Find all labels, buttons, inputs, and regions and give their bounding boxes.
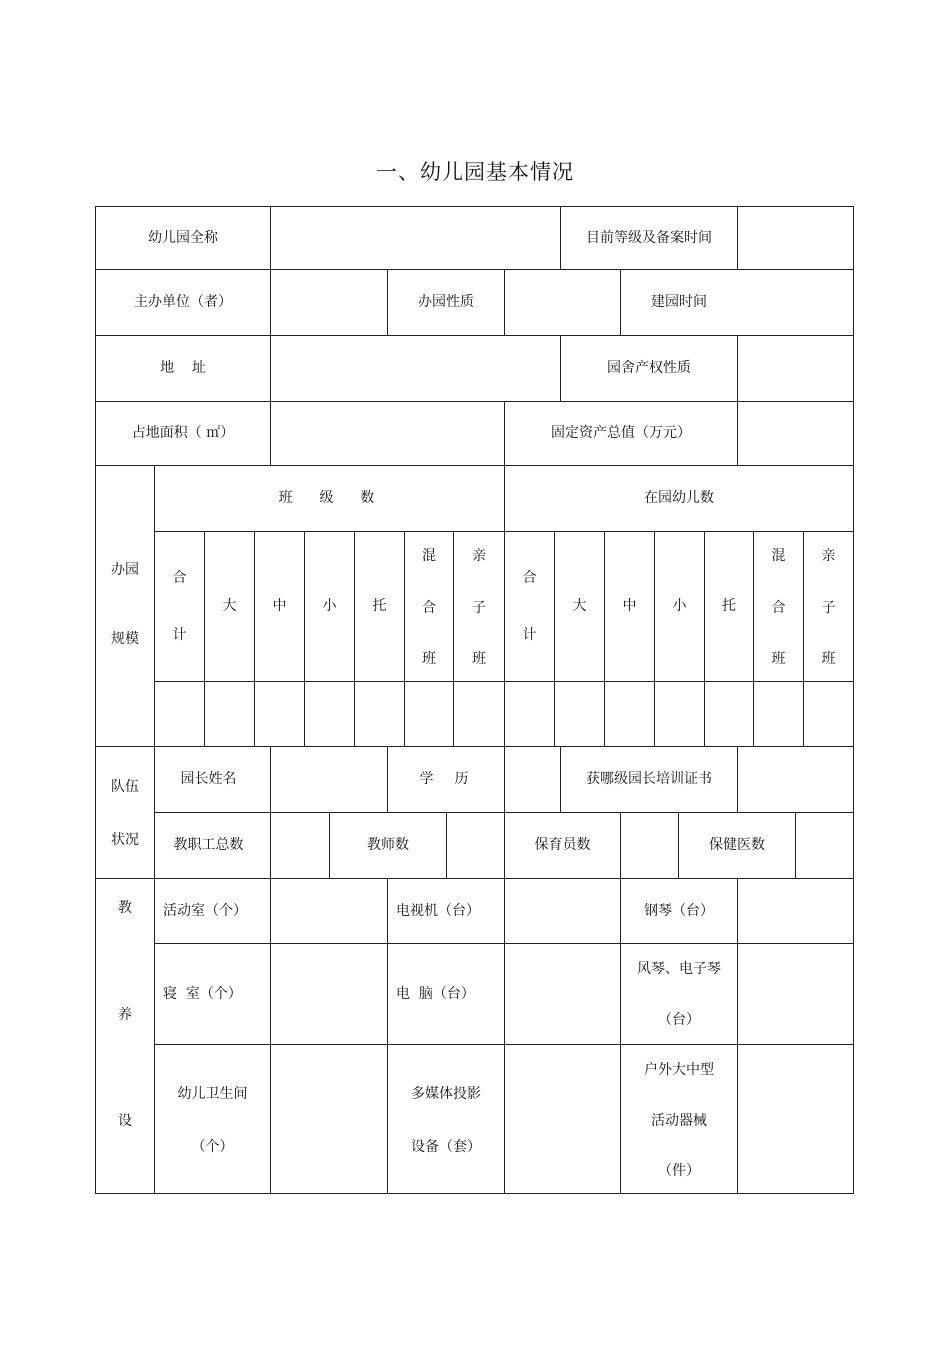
col-child-big: 大 [572,598,587,615]
label-facilities-line2: 养 [118,1006,132,1023]
label-facilities [96,900,154,1130]
col-child-mixed-2: 合 [771,599,786,616]
rule [504,269,505,336]
label-facilities-line3: 设 [118,1113,132,1130]
rule [795,812,796,879]
label-nature: 办园性质 [418,294,474,311]
label-toilet-line1: 幼儿卫生间 [177,1086,248,1102]
rule [446,812,447,879]
rule [737,206,738,270]
col-child-small: 小 [672,598,687,615]
col-child-total-2: 计 [522,627,537,644]
label-classes-text: 班 级 数 [278,490,381,507]
col-class-parent-2: 子 [472,599,486,616]
col-class-total [155,570,204,644]
label-organ-line2: （台） [658,1012,700,1029]
col-class-nursery: 托 [372,598,387,615]
col-child-total-1: 合 [522,570,537,586]
label-computer [388,944,504,1044]
label-caregivers: 保育员数 [534,837,591,854]
col-class-mid: 中 [272,598,287,615]
label-scale [96,562,154,648]
col-child-mixed [754,548,803,668]
label-team [96,779,154,849]
rule [95,1193,854,1194]
col-class-mixed-3: 班 [422,651,436,668]
label-assets: 固定资产总值（万元） [551,425,691,442]
rule [270,746,271,813]
label-scale-line1: 办园 [111,562,139,578]
label-toilet [155,1086,270,1156]
label-education [388,747,504,812]
rule [737,746,738,813]
col-class-mixed-2: 合 [422,599,436,616]
col-class-parent-3: 班 [472,651,486,668]
label-founded: 建园时间 [651,294,707,311]
label-bedroom [155,944,270,1044]
label-outdoor-line2: 活动器械 [651,1112,707,1129]
rule [737,878,738,1194]
label-certificate: 获哪级园长培训证书 [586,771,712,788]
label-full-name: 幼儿园全称 [148,229,218,246]
col-class-mixed [405,548,453,668]
label-facilities-line1: 教 [118,900,132,916]
col-child-parent-2: 子 [821,599,836,616]
label-classes [155,466,504,531]
label-teachers: 教师数 [367,837,409,854]
col-child-parent-1: 亲 [821,548,836,564]
label-team-line1: 队伍 [111,779,139,795]
label-staff-total: 教职工总数 [173,837,244,854]
rule [270,878,271,1194]
label-piano: 钢琴（台） [644,902,714,919]
label-tv: 电视机（台） [396,902,480,919]
label-outdoor [621,1062,737,1180]
label-property: 园舍产权性质 [607,360,691,377]
col-child-nursery: 托 [722,598,736,615]
col-class-big: 大 [222,598,237,615]
col-child-parent [804,548,853,668]
label-organ-line1: 风琴、电子琴 [637,961,721,977]
label-toilet-line2: （个） [191,1139,234,1156]
label-health-doctors: 保健医数 [709,837,765,854]
rule [620,812,621,879]
col-child-parent-3: 班 [821,651,836,668]
col-child-total [505,570,554,644]
rule [737,401,738,466]
col-class-parent [454,548,504,668]
col-child-mid: 中 [622,598,637,615]
label-multimedia-line1: 多媒体投影 [411,1086,481,1102]
label-scale-line2: 规模 [111,631,139,648]
label-multimedia [388,1086,504,1156]
label-organ [621,961,737,1029]
label-sponsor: 主办单位（者） [134,294,232,311]
label-computer-text: 电 脑（台） [396,985,475,1002]
label-address-text: 地 址 [160,360,206,377]
label-multimedia-line2: 设备（套） [411,1139,481,1156]
rule [853,206,854,1194]
rule [737,335,738,402]
label-team-line2: 状况 [111,832,139,849]
col-class-total-2: 计 [172,627,187,644]
label-bedroom-text: 寝 室（个） [163,985,242,1002]
rule [504,878,505,1194]
label-children: 在园幼儿数 [644,490,714,507]
label-address [96,336,270,401]
label-outdoor-line1: 户外大中型 [644,1062,714,1078]
col-class-mixed-1: 混 [422,548,436,564]
rule [504,746,505,813]
col-class-small: 小 [322,598,337,615]
label-education-text: 学 历 [419,771,473,788]
col-child-mixed-1: 混 [771,548,786,564]
page-title: 一、幼儿园基本情况 [376,160,574,184]
rule [270,206,271,466]
label-outdoor-line3: （件） [658,1163,700,1180]
label-activity-room: 活动室（个） [163,902,247,919]
label-director-name: 园长姓名 [180,771,237,788]
col-class-parent-1: 亲 [472,548,486,564]
col-class-total-1: 合 [172,570,187,586]
col-child-mixed-3: 班 [771,651,786,668]
label-area: 占地面积（ ㎡） [131,425,235,442]
rule [270,812,271,879]
label-grade-time: 目前等级及备案时间 [586,229,712,246]
